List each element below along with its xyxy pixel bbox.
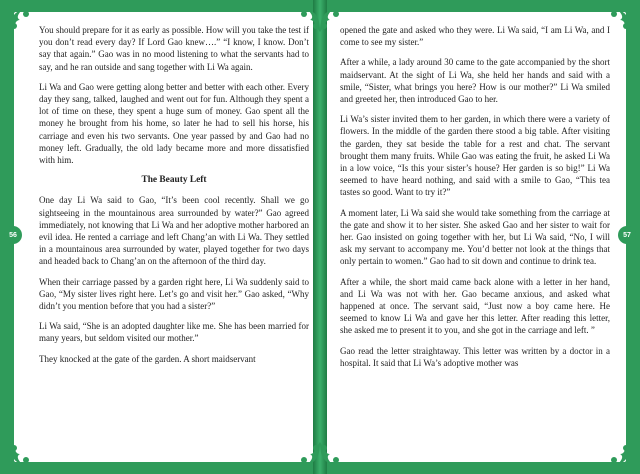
- paragraph: You should prepare for it as early as possible. How will you take the test if you don’t read every day? If Lord Gao knew….” “I know, I know. Don’t say that again.” Gao was in no mood listening to what the servants had to say, and he ran outside and sang together with Li Wa again.: [39, 25, 309, 72]
- paragraph: A moment later, Li Wa said she would take something from the carriage at the gate and show it to her sister. She asked Gao and her sister to wait for her. Gao insisted on going together with her, but Li Wa said, “No, I will ask my servant to accompany me. You’d better not look at the things that only pertain to women.” Gao had to sit down and continue to drink tea.: [340, 207, 610, 267]
- floral-corner-icon: [8, 440, 34, 466]
- paragraph: Gao read the letter straightaway. This letter was written by a doctor in a hospital. It said that Li Wa’s adoptive mother was: [340, 345, 610, 368]
- floral-corner-icon: [8, 8, 34, 34]
- right-page-text: [340, 24, 610, 377]
- paragraph: They knocked at the gate of the garden. A short maidservant: [39, 353, 256, 364]
- paragraph: Li Wa’s sister invited them to her garden, in which there were a variety of flowers. In the middle of the garden there stood a big table. After visiting the garden, they sat beside the table for a rest and chat. The servant brought them many fruits. While Gao was eating the fruit, he asked Li Wa in a low voice, “Is this your sister’s house? Her garden is so big!” Li Wa seemed to have heard nothing, and said with a smile to Gao, “This tea tastes so good. Want to try it?”: [340, 114, 610, 198]
- section-title: The Beauty Left: [141, 175, 207, 186]
- floral-corner-icon: [606, 440, 632, 466]
- paragraph: After a while, a lady around 30 came to the gate accompanied by the short maidservant. At the sight of Li Wa, she held her hands and said with a smile, “Sister, what brings you here? How is our mother?” Li Wa smiled and greeted her, then introduced Gao to her.: [340, 57, 610, 105]
- floral-corner-icon: [318, 440, 344, 466]
- paragraph: Li Wa and Gao were getting along better and better with each other. Every day they sang, talked, laughed and went out for fun. Although they spent a lot of time on these, they spent a huge sum of money. Gao spent all the money he brought from his home, so later he had to sell his horse, his carriage and even his two servants. One year passed by and Gao had no money left. Gradually, the old lady became more and more dissatisfied with him.: [39, 81, 309, 166]
- paragraph: One day Li Wa said to Gao, “It’s been cool recently. Shall we go sightseeing in the mountainous area surrounded by water?” Gao agreed immediately, not knowing that Li Wa and her adoptive mother harbored an evil idea. He rented a carriage and left Chang’an with Li Wa. They settled in a mountainous area surrounded by water, played together for two days and headed back to Chang’an on the afternoon of the third day.: [39, 195, 309, 267]
- paragraph: opened the gate and asked who they were. Li Wa said, “I am Li Wa, and I come to see my sister.”: [340, 25, 610, 48]
- page-number-right: 57: [618, 226, 636, 244]
- book-gutter: [313, 0, 327, 474]
- paragraph: When their carriage passed by a garden right here, Li Wa suddenly said to Gao, “My sister lives right here. Let’s go and visit her.” Gao asked, “Why didn’t you mention before that you had a sister?”: [39, 276, 309, 312]
- paragraph: After a while, the short maid came back alone with a letter in her hand, and Li Wa was not with her. Gao became anxious, and asked what happened at once. The servant said, “Just now a boy came here. He seemed to know Li Wa and gave her this letter. After reading this letter, she asked me to present it to you, and she got in the carriage and left. ”: [340, 276, 610, 336]
- paragraph: Li Wa said, “She is an adopted daughter like me. She has been married for many years, but seldom visited our mother.”: [39, 321, 309, 344]
- left-page-text: [39, 24, 309, 373]
- page-number-left: 56: [4, 226, 22, 244]
